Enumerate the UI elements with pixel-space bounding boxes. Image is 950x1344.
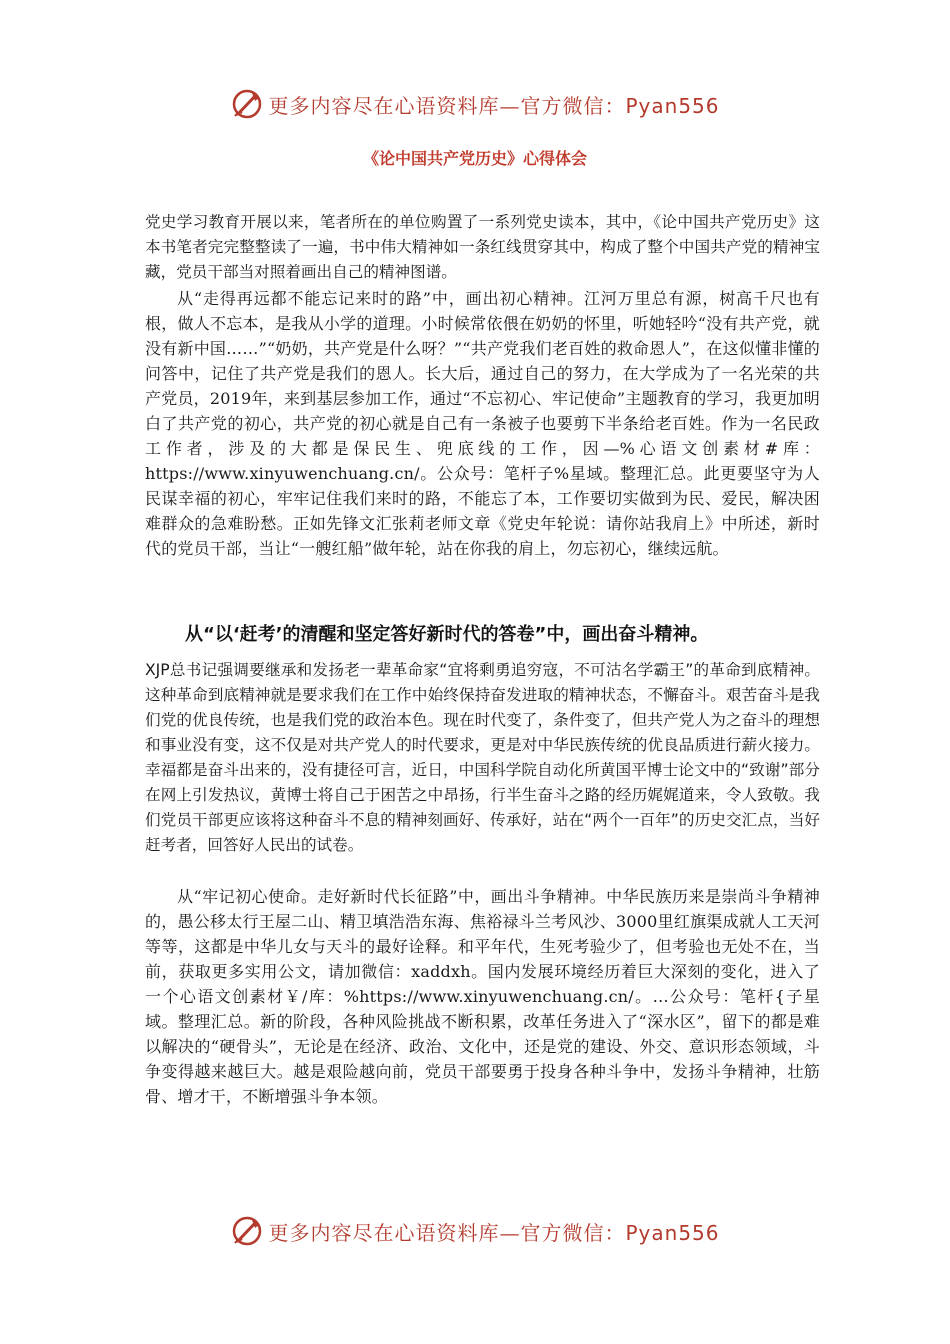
paragraph-initial-spirit: 从“走得再远都不能忘记来时的路”中，画出初心精神。江河万里总有源，树高千尺也有根，做人不忘本，是我从小学的道理。小时候常依偎在奶奶的怀里，听她轻吟“没有共产党，就没有新中国……”“奶奶，共产党是什么呀？”“共产党我们老百姓的救命恩人”，在这似懂非懂的问答中，记住了共产党是我们的恩人。长大后，通过自己的努力，在大学成为了一名光荣的共产党员，2019年，来到基层参加工作，通过“不忘初心、牢记使命”主题教育的学习，我更加明白了共产党的初心，共产党的初心就是自己有一条被子也要剪下半条给老百姓。作为一名民政工作者，涉及的大都是保民生、兜底线的工作，因—%心语文创素材#库：https://www.xinyuwenchuang.cn/。公众号：笔杆子%星域。整理汇总。此更要坚守为人民谋幸福的初心，牢牢记住我们来时的路，不能忘了本，工作要切实做到为民、爱民，解决困难群众的急难盼愁。正如先锋文汇张莉老师文章《党史年轮说：请你站我肩上》中所述，新时代的党员干部，当让“一艘红船”做年轮，站在你我的肩上，勿忘初心，继续远航。 <box>145 289 820 558</box>
banner-text-cn: 更多内容尽在心语资料库—官方微信： <box>268 93 626 118</box>
paragraph-struggle-spirit: XJP总书记强调要继承和发扬老一辈革命家“宜将剩勇追穷寇，不可沽名学霸王”的革命到底精神。这种革命到底精神就是要求我们在工作中始终保持奋发进取的精神状态，不懈奋斗。艰苦奋斗是我们党的优良传统，也是我们党的政治本色。现在时代变了，条件变了，但共产党人为之奋斗的理想和事业没有变，这不仅是对共产党人的时代要求，更是对中华民族传统的优良品质进行薪火接力。幸福都是奋斗出来的，没有捷径可言，近日，中国科学院自动化所黄国平博士论文中的“致谢”部分在网上引发热议，黄博士将自己于困苦之中昂扬，行半生奋斗之路的经历娓娓道来，令人致敬。我们党员干部更应该将这种奋斗不息的精神刻画好、传承好，站在“两个一百年”的历史交汇点，当好赶考者，回答好人民出的试卷。 <box>145 661 820 854</box>
banner-text <box>268 1217 719 1246</box>
pen-logo-icon <box>230 1214 264 1248</box>
section-heading-struggle: 从“以‘赶考’的清醒和坚定答好新时代的答卷”中，画出奋斗精神。 <box>185 624 709 645</box>
paragraph-fighting-spirit: 从“牢记初心使命。走好新时代长征路”中，画出斗争精神。中华民族历来是崇尚斗争精神的，愚公移太行王屋二山、精卫填浩浩东海、焦裕禄斗兰考风沙、3000里红旗渠成就人工天河等等，这都是中华儿女与天斗的最好诠释。和平年代，生死考验少了，但考验也无处不在，当前，获取更多实用公文，请加微信：xaddxh。国内发展环境经历着巨大深刻的变化，进入了一个心语文创素材￥/库：%https://www.xinyuwenchuang.cn/。…公众号：笔杆{子星域。整理汇总。新的阶段，各种风险挑战不断积累，改革任务进入了“深水区”，留下的都是难以解决的“硬骨头”，无论是在经济、政治、文化中，还是党的建设、外交、意识形态领域，斗争变得越来越巨大。越是艰险越向前，党员干部要勇于投身各种斗争中，发扬斗争精神，壮筋骨、增才干，不断增强斗争本领。 <box>145 887 820 1106</box>
banner-text <box>268 90 719 119</box>
document-title: 《论中国共产党历史》心得体会 <box>362 149 587 168</box>
paragraph-intro: 党史学习教育开展以来，笔者所在的单位购置了一系列党史读本，其中，《论中国共产党历史》这本书笔者完完整整读了一遍，书中伟大精神如一条红线贯穿其中，构成了整个中国共产党的精神宝藏，党员干部当对照着画出自己的精神图谱。 <box>145 213 820 281</box>
banner-wechat-id: Pyan556 <box>625 93 720 118</box>
footer-banner <box>0 1211 950 1251</box>
banner-wechat-id: Pyan556 <box>625 1220 720 1245</box>
header-banner <box>0 84 950 124</box>
banner-text-cn: 更多内容尽在心语资料库—官方微信： <box>268 1220 626 1245</box>
pen-logo-icon <box>230 87 264 121</box>
